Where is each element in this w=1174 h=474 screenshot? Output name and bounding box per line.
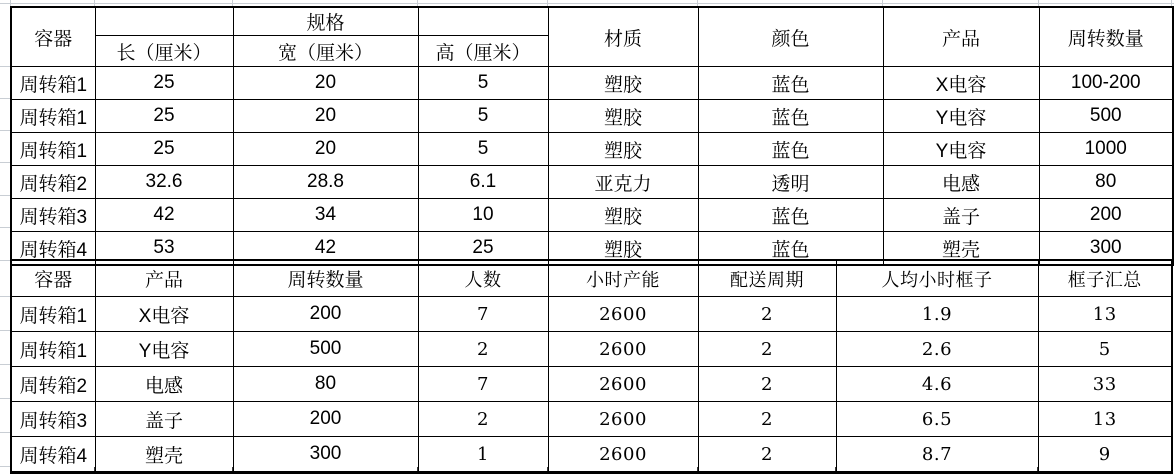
cell[interactable]: 8.7 [836,437,1038,473]
cell[interactable]: 周转箱2 [11,166,95,199]
cell[interactable]: 5 [418,133,548,166]
table-row [11,367,1172,402]
cell[interactable]: 1000 [1039,133,1173,166]
cell[interactable]: 亚克力 [548,166,698,199]
header-spec-group[interactable]: 规格 [233,7,418,36]
cell[interactable]: 2 [418,332,548,367]
header-container[interactable]: 容器 [11,260,95,297]
table-row [11,199,1173,232]
table-row [11,166,1173,199]
spec-table-header-row-1 [11,7,1173,36]
header-people-count[interactable]: 人数 [418,260,548,297]
cell[interactable]: 塑壳 [883,232,1039,266]
cell[interactable]: 蓝色 [698,133,883,166]
gridline [0,260,10,261]
cell[interactable]: 透明 [698,166,883,199]
cell[interactable]: 塑胶 [548,133,698,166]
cell[interactable]: 100-200 [1039,67,1173,100]
cell[interactable]: 周转箱1 [11,67,95,100]
header-product[interactable]: 产品 [95,260,233,297]
empty-cell[interactable] [95,7,233,36]
cell[interactable]: X电容 [95,297,233,332]
cell[interactable]: 盖子 [95,402,233,437]
header-delivery-cycle[interactable]: 配送周期 [698,260,836,297]
cell[interactable]: 2600 [548,402,698,437]
cell[interactable]: 蓝色 [698,100,883,133]
header-height-cm[interactable]: 高（厘米） [418,36,548,67]
cell[interactable]: 500 [1039,100,1173,133]
cell[interactable]: 2 [698,367,836,402]
cell[interactable]: Y电容 [883,133,1039,166]
cell[interactable]: 28.8 [233,166,418,199]
gridline [0,66,10,67]
cell[interactable]: 300 [1039,232,1173,266]
cell[interactable]: 盖子 [883,199,1039,232]
cell[interactable]: 蓝色 [698,232,883,266]
cell[interactable]: 周转箱3 [11,199,95,232]
table-row [11,402,1172,437]
cell[interactable]: 周转箱1 [11,332,95,367]
cell[interactable]: 5 [418,67,548,100]
cell[interactable]: 53 [95,232,233,266]
gridline [0,330,10,331]
empty-cell[interactable] [418,7,548,36]
header-hourly-capacity[interactable]: 小时产能 [548,260,698,297]
table-row [11,67,1173,100]
cell[interactable]: X电容 [883,67,1039,100]
cell[interactable]: 4.6 [836,367,1038,402]
cell[interactable]: 塑胶 [548,199,698,232]
cell[interactable]: 2 [698,332,836,367]
gridline [0,227,10,228]
cell[interactable]: 25 [95,133,233,166]
cell[interactable]: 25 [418,232,548,266]
cell[interactable]: 500 [233,332,418,367]
cell[interactable]: 2600 [548,367,698,402]
cell[interactable]: 周转箱4 [11,437,95,473]
table-row [11,133,1173,166]
gridline [0,364,10,365]
gridline [0,98,10,99]
cell[interactable]: 电感 [95,367,233,402]
cell[interactable]: 200 [1039,199,1173,232]
cell[interactable]: 9 [1038,437,1172,473]
cell[interactable]: 蓝色 [698,199,883,232]
cell[interactable]: 200 [233,402,418,437]
header-material[interactable]: 材质 [548,7,698,67]
header-container[interactable]: 容器 [11,7,95,67]
table-row [11,100,1173,133]
header-boxes-per-person-hour[interactable]: 人均小时框子 [836,260,1038,297]
cell[interactable]: 周转箱1 [11,133,95,166]
cell[interactable]: 25 [95,67,233,100]
cell[interactable]: 周转箱2 [11,367,95,402]
cell[interactable]: 2 [418,402,548,437]
cell[interactable]: 200 [233,297,418,332]
gridline [0,130,10,131]
cell[interactable]: Y电容 [883,100,1039,133]
cell[interactable]: 塑壳 [95,437,233,473]
cell[interactable]: 34 [233,199,418,232]
cell[interactable]: 42 [95,199,233,232]
cell[interactable]: 20 [233,133,418,166]
cell[interactable]: 7 [418,367,548,402]
cell[interactable]: 300 [233,437,418,473]
cell[interactable]: 周转箱4 [11,232,95,266]
cell[interactable]: 2600 [548,297,698,332]
cell[interactable]: 电感 [883,166,1039,199]
cell[interactable]: 10 [418,199,548,232]
cell[interactable]: 80 [1039,166,1173,199]
cell[interactable]: 周转箱1 [11,100,95,133]
capacity-table-header-row [11,260,1172,297]
cell[interactable]: 2 [698,402,836,437]
cell[interactable]: 20 [233,100,418,133]
cell[interactable]: 6.1 [418,166,548,199]
gridline [0,195,10,196]
header-length-cm[interactable]: 长（厘米） [95,36,233,67]
cell[interactable]: 塑胶 [548,232,698,266]
cell[interactable]: 2600 [548,437,698,473]
gridline [0,162,10,163]
cell[interactable]: 6.5 [836,402,1038,437]
gridline [0,432,10,433]
spec-table [10,6,1174,266]
cell[interactable]: 1.9 [836,297,1038,332]
cell[interactable]: 2 [698,297,836,332]
header-turnover-qty[interactable]: 周转数量 [1039,7,1173,67]
capacity-table [10,259,1173,474]
cell[interactable]: 5 [418,100,548,133]
header-color[interactable]: 颜色 [698,7,883,67]
cell[interactable]: 塑胶 [548,67,698,100]
cell[interactable]: 2 [698,437,836,473]
header-product[interactable]: 产品 [883,7,1039,67]
table-row [11,332,1172,367]
header-turnover-qty[interactable]: 周转数量 [233,260,418,297]
cell[interactable]: 25 [95,100,233,133]
cell[interactable]: 2.6 [836,332,1038,367]
cell[interactable]: 1 [418,437,548,473]
cell[interactable]: 周转箱1 [11,297,95,332]
cell[interactable]: 42 [233,232,418,266]
cell[interactable]: 20 [233,67,418,100]
cell[interactable]: 13 [1038,297,1172,332]
table-row [11,297,1172,332]
gridline [0,466,10,467]
header-width-cm[interactable]: 宽（厘米） [233,36,418,67]
header-boxes-total[interactable]: 框子汇总 [1038,260,1172,297]
gridline [0,296,10,297]
table-row [11,437,1172,473]
gridline [0,398,10,399]
cell[interactable]: 5 [1038,332,1172,367]
cell[interactable]: 32.6 [95,166,233,199]
cell[interactable]: 周转箱3 [11,402,95,437]
cell[interactable]: 2600 [548,332,698,367]
cell[interactable]: 塑胶 [548,100,698,133]
cell[interactable]: 蓝色 [698,67,883,100]
cell[interactable]: 33 [1038,367,1172,402]
cell[interactable]: 13 [1038,402,1172,437]
cell[interactable]: Y电容 [95,332,233,367]
cell[interactable]: 80 [233,367,418,402]
cell[interactable]: 7 [418,297,548,332]
gridline [0,3,1174,4]
